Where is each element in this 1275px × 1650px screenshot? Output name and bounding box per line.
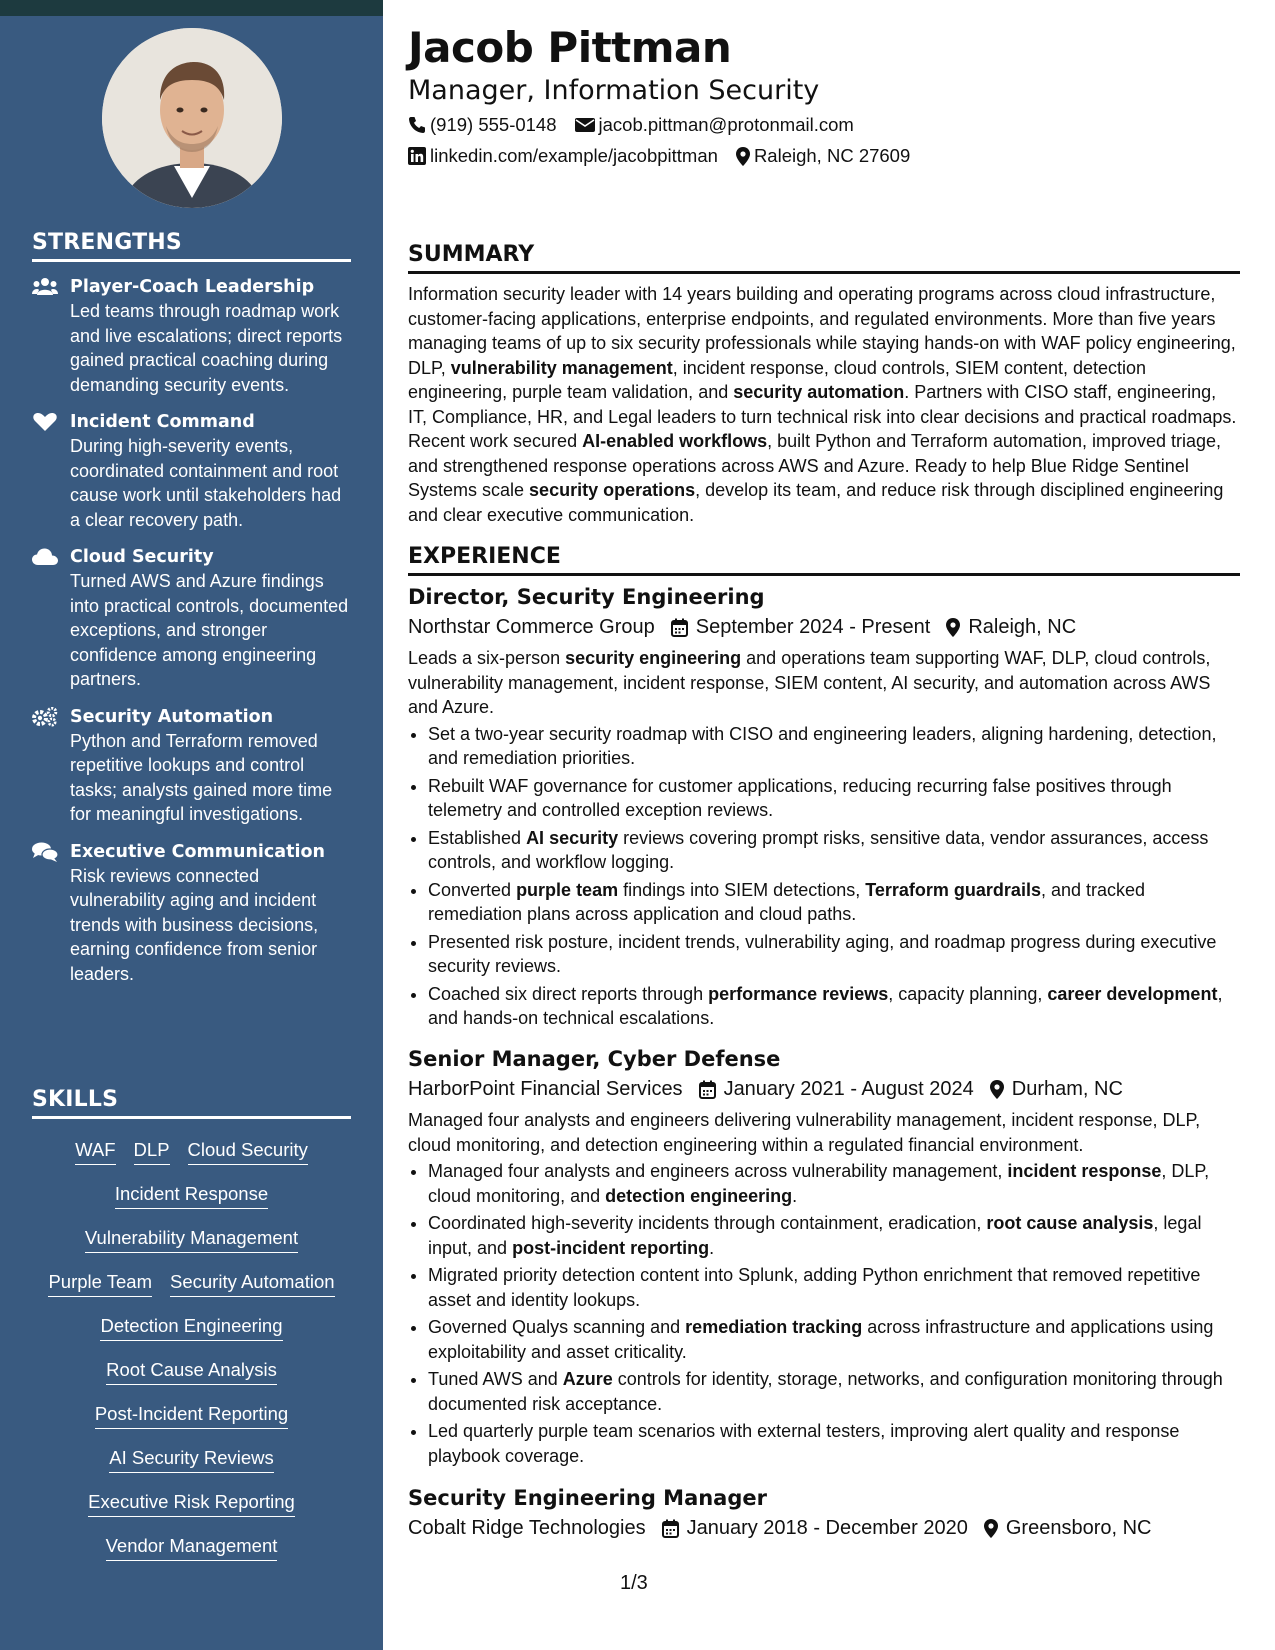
bullet-item: [428, 1263, 1240, 1312]
bold-keyword: incident response: [1007, 1161, 1162, 1181]
bold-keyword: Terraform guardrails: [865, 879, 1041, 900]
text-run: Set a two-year security roadmap with CISO and engineering leaders, aligning hardening, detection, and remediation priorities.: [428, 723, 1217, 768]
text-run: Managed four analysts and engineers across vulnerability management,: [428, 1161, 1008, 1181]
text-run: Governed Qualys scanning and: [428, 1317, 686, 1337]
skills-heading: SKILLS: [32, 1087, 351, 1119]
bold-keyword: vulnerability management: [450, 357, 673, 378]
bold-keyword: AI security: [526, 827, 619, 848]
sidebar: [0, 0, 383, 1650]
summary-heading: SUMMARY: [408, 242, 1240, 274]
strength-item: [32, 545, 351, 692]
map-pin-icon: [946, 618, 960, 637]
dates-text: January 2021 - August 2024: [723, 1078, 974, 1100]
bold-keyword: career development: [1047, 983, 1218, 1004]
bold-keyword: detection engineering: [605, 1185, 793, 1206]
location-text: Raleigh, NC 27609: [753, 145, 911, 166]
company-name: Cobalt Ridge Technologies: [408, 1517, 646, 1539]
text-run: . Partners with CISO staff, engineering, IT, Compliance, HR, and Legal leaders to turn technical risk into clear decisions and practical roadmaps. Recent work secured: [408, 382, 1237, 451]
bullet-item: [428, 1315, 1240, 1364]
text-run: Information security leader with 14 years building and operating programs across cloud infrastructure, customer-facing applications, enterprise endpoints, and regulated environments. More than five years managing teams of up to six security professionals while staying hands-on with WAF policy engineering, DLP,: [408, 284, 1236, 378]
job-location: [984, 1513, 1152, 1543]
bold-keyword: security automation: [733, 382, 905, 402]
bullet-item: [428, 1419, 1240, 1468]
skills-section: [32, 1087, 351, 1569]
text-run: Coached six direct reports through: [428, 983, 709, 1004]
bold-keyword: security operations: [529, 480, 696, 500]
bullet-item: [428, 982, 1240, 1031]
text-run: , DLP, cloud monitoring, and: [428, 1161, 1210, 1206]
skill-tag: Vulnerability Management: [85, 1225, 298, 1253]
skill-tag: Cloud Security: [188, 1137, 308, 1165]
text-run: Coordinated high-severity incidents through containment, eradication,: [428, 1213, 987, 1233]
text-run: and operations team supporting WAF, DLP, cloud controls, vulnerability management, incident response, SIEM content, AI security, and automation across AWS and Azure.: [408, 648, 1211, 717]
text-run: , and hands-on technical escalations.: [428, 983, 1223, 1028]
job-meta: [408, 612, 1240, 642]
bold-keyword: root cause analysis: [986, 1213, 1154, 1233]
skill-tag: AI Security Reviews: [109, 1445, 274, 1473]
map-pin-icon: [990, 1080, 1004, 1099]
strength-desc: Python and Terraform removed repetitive lookups and control tasks; analysts gained more time for meaningful investigations.: [70, 730, 333, 824]
strength-item: [32, 705, 351, 827]
strength-desc: Turned AWS and Azure findings into practical controls, documented exceptions, and stronger confidence among engineering partners.: [70, 571, 349, 689]
strength-title: Cloud Security: [70, 547, 214, 567]
contact-row: [408, 113, 872, 137]
skill-tag: Purple Team: [48, 1269, 152, 1297]
calendar-icon: [699, 1080, 716, 1099]
job-description: [408, 1108, 1240, 1157]
bullet-item: [428, 930, 1240, 979]
linkedin-item: [408, 144, 718, 168]
text-run: findings into SIEM detections,: [618, 879, 866, 900]
bullet-item: [428, 1367, 1240, 1416]
job-description: [408, 646, 1240, 720]
job-title: Senior Manager, Cyber Defense: [408, 1047, 781, 1071]
bullet-item: [428, 878, 1240, 927]
text-run: Established: [428, 827, 527, 848]
bullet-item: [428, 722, 1240, 771]
location-text: Durham, NC: [1011, 1078, 1123, 1100]
heart-icon: [32, 412, 58, 432]
bold-keyword: post-incident reporting: [512, 1237, 710, 1258]
skill-tag: Detection Engineering: [100, 1313, 282, 1341]
strength-desc: Led teams through roadmap work and live escalations; direct reports gained practical coaching during demanding security events.: [70, 301, 343, 395]
company-name: Northstar Commerce Group: [408, 616, 655, 638]
text-run: Migrated priority detection content into Splunk, adding Python enrichment that removed repetitive asset and identity lookups.: [428, 1265, 1201, 1310]
sidebar-top-bar: [0, 0, 383, 16]
bold-keyword: Azure: [562, 1369, 613, 1389]
candidate-name: Jacob Pittman: [408, 23, 732, 72]
gears-icon: [32, 707, 58, 727]
text-run: , built Python and Terraform automation, improved triage, and strengthened response operations across AWS and Azure. Ready to help Blue Ridge Sentinel Systems scale: [408, 431, 1222, 500]
bullet-item: [428, 826, 1240, 875]
text-run: , legal input, and: [428, 1213, 1202, 1258]
bold-keyword: purple team: [516, 879, 619, 900]
bullet-item: [428, 1159, 1240, 1208]
job-meta: [408, 1513, 1240, 1543]
candidate-title: Manager, Information Security: [408, 75, 820, 106]
job-entry: [408, 582, 1240, 1034]
phone-item: [408, 113, 557, 137]
summary-text: [408, 282, 1240, 527]
cloud-icon: [32, 547, 58, 567]
strengths-heading: STRENGTHS: [32, 230, 351, 262]
text-run: across infrastructure and applications using exploitability and asset criticality.: [428, 1317, 1214, 1362]
strength-title: Security Automation: [70, 706, 274, 727]
location-text: Greensboro, NC: [1005, 1517, 1152, 1539]
strength-title: Executive Communication: [70, 841, 325, 862]
phone-icon: [408, 116, 426, 134]
strengths-section: [32, 230, 351, 986]
map-pin-icon: [984, 1519, 998, 1538]
job-entry: [408, 1483, 1240, 1543]
email-link[interactable]: jacob.pittman@protonmail.com: [598, 114, 854, 135]
email-item: [575, 113, 854, 137]
strength-title: Player-Coach Leadership: [70, 277, 315, 297]
skill-tag: Security Automation: [170, 1269, 335, 1297]
strength-desc: During high-severity events, coordinated containment and root cause work until stakeholders had a clear recovery path.: [70, 436, 342, 530]
bold-keyword: AI-enabled workflows: [582, 431, 768, 451]
text-run: reviews covering prompt risks, sensitive data, vendor assurances, access controls, and workflow logging.: [428, 827, 1209, 872]
text-run: Leads a six-person: [408, 648, 566, 668]
skill-tag: Post-Incident Reporting: [95, 1401, 288, 1429]
phone-text: (919) 555-0148: [430, 114, 557, 135]
bullet-list: [408, 1159, 1240, 1468]
strength-title: Incident Command: [70, 412, 255, 432]
bullet-item: [428, 1211, 1240, 1260]
text-run: controls for identity, storage, networks, and configuration monitoring through documented risk acceptance.: [428, 1369, 1223, 1414]
text-run: Tuned AWS and: [428, 1369, 563, 1389]
linkedin-link[interactable]: linkedin.com/example/jacobpittman: [430, 145, 718, 166]
skill-tag: Root Cause Analysis: [106, 1357, 277, 1385]
text-run: Converted: [428, 879, 517, 900]
strength-item: [32, 410, 351, 532]
skills-list: [32, 1129, 351, 1569]
company-name: HarborPoint Financial Services: [408, 1078, 683, 1100]
skill-tag: DLP: [134, 1137, 170, 1165]
bullet-item: [428, 774, 1240, 823]
location-text: Raleigh, NC: [968, 616, 1077, 638]
skill-tag: WAF: [75, 1137, 115, 1165]
page-number: 1/3: [620, 1572, 648, 1594]
job-entry: [408, 1044, 1240, 1471]
text-run: Rebuilt WAF governance for customer applications, reducing recurring false positives through telemetry and controlled exception reviews.: [428, 775, 1172, 820]
bold-keyword: security engineering: [565, 648, 742, 668]
job-dates: [671, 612, 931, 642]
text-run: , incident response, cloud controls, SIEM content, detection engineering, purple team validation, and: [408, 357, 1147, 402]
job-location: [990, 1074, 1123, 1104]
comments-icon: [32, 842, 58, 862]
job-dates: [662, 1513, 968, 1543]
dates-text: January 2018 - December 2020: [686, 1517, 968, 1539]
text-run: , develop its team, and reduce risk through disciplined engineering and clear executive communication.: [408, 480, 1224, 525]
strength-desc: Risk reviews connected vulnerability aging and incident trends with business decisions, earning confidence from senior leaders.: [70, 865, 319, 984]
bold-keyword: performance reviews: [708, 983, 889, 1004]
dates-text: September 2024 - Present: [695, 616, 931, 638]
job-title: Security Engineering Manager: [408, 1486, 767, 1510]
job-meta: [408, 1074, 1240, 1104]
text-run: .: [792, 1185, 798, 1206]
bold-keyword: remediation tracking: [685, 1317, 863, 1337]
envelope-icon: [575, 117, 595, 133]
calendar-icon: [671, 618, 688, 637]
experience-heading: EXPERIENCE: [408, 544, 1240, 576]
job-title: Director, Security Engineering: [408, 585, 765, 609]
linkedin-icon: [408, 147, 426, 165]
skill-tag: Incident Response: [115, 1181, 268, 1209]
location-item: [736, 144, 910, 168]
job-location: [946, 612, 1076, 642]
contact-row-2: [408, 144, 928, 168]
map-pin-icon: [736, 147, 750, 166]
text-run: Managed four analysts and engineers delivering vulnerability management, incident response, DLP, cloud monitoring, and detection engineering within a regulated financial environment.: [408, 1110, 1201, 1155]
text-run: , and tracked remediation plans across application and cloud paths.: [428, 879, 1146, 924]
strength-item: [32, 275, 351, 397]
text-run: Led quarterly purple team scenarios with external testers, improving alert quality and response playbook coverage.: [428, 1421, 1180, 1466]
skill-tag: Executive Risk Reporting: [88, 1489, 295, 1517]
text-run: Presented risk posture, incident trends, vulnerability aging, and roadmap progress during executive security reviews.: [428, 931, 1217, 976]
calendar-icon: [662, 1519, 679, 1538]
bullet-list: [408, 722, 1240, 1031]
text-run: .: [709, 1237, 715, 1258]
profile-photo: [102, 28, 282, 208]
text-run: , capacity planning,: [888, 983, 1048, 1004]
skill-tag: Vendor Management: [106, 1533, 278, 1561]
job-dates: [699, 1074, 974, 1104]
strength-item: [32, 840, 351, 987]
users-icon: [32, 277, 58, 297]
